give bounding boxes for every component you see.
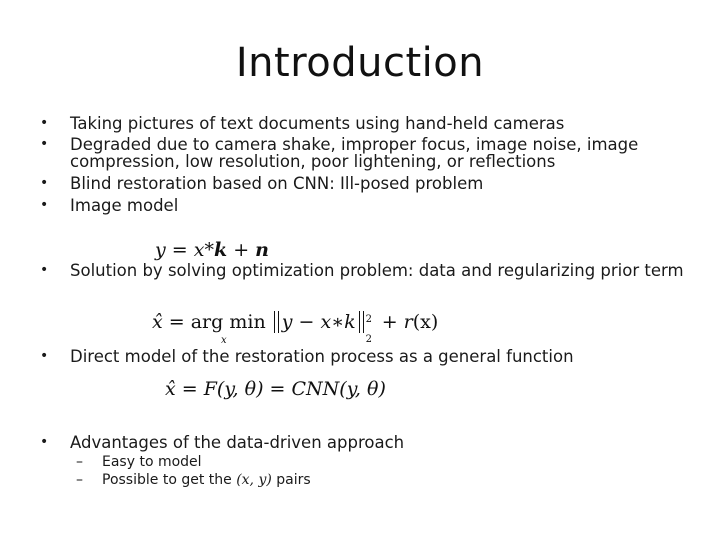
bullet-glyph: • xyxy=(40,115,49,131)
bullet-text: Advantages of the data-driven approach xyxy=(70,433,405,452)
bullet-glyph: • xyxy=(40,262,49,278)
sub-bullet-text: Possible to get the (x, y) pairs xyxy=(102,472,311,488)
image-model-equation: y = x*k + n xyxy=(155,239,269,261)
bullet-text: Solution by solving optimization problem: data and regularizing prior term xyxy=(70,261,684,280)
bullet-glyph: • xyxy=(40,197,49,213)
bullet-text: Degraded due to camera shake, improper focus, image noise, image xyxy=(70,135,639,154)
bullet-glyph: • xyxy=(40,434,49,450)
slide-title: Introduction xyxy=(235,40,485,86)
bullet-text: Direct model of the restoration process as a general function xyxy=(70,347,574,366)
bullet-text: Taking pictures of text documents using hand-held cameras xyxy=(70,114,565,133)
sub-bullet-dash: – xyxy=(76,454,83,470)
sub-bullet-dash: – xyxy=(76,472,83,488)
optimization-equation: x̂ = arg min y − x∗k 2 2 + r(x) xyxy=(152,311,439,345)
argmin-subscript: x xyxy=(221,335,227,346)
bullet-glyph: • xyxy=(40,136,49,152)
sub-bullet-text: Easy to model xyxy=(102,454,202,470)
cnn-equation: x̂ = F(y, θ) = CNN(y, θ) xyxy=(165,378,386,400)
bullet-text: Image model xyxy=(70,196,179,215)
bullet-glyph: • xyxy=(40,175,49,191)
bullet-glyph: • xyxy=(40,348,49,364)
bullet-text-continued: compression, low resolution, poor lightening, or reflections xyxy=(70,152,556,171)
bullet-text: Blind restoration based on CNN: Ill-posed problem xyxy=(70,174,484,193)
